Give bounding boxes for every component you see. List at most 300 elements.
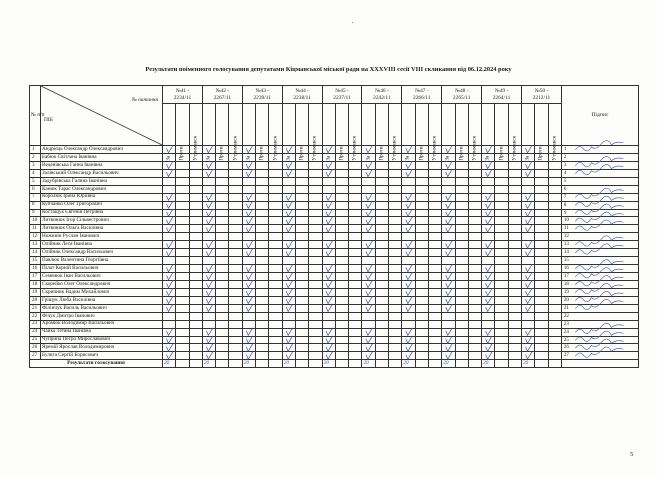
deputy-name: Чуприна Петро Мирославович xyxy=(41,336,163,344)
vote-cell xyxy=(349,352,362,360)
vote-cell xyxy=(535,193,548,201)
vote-cell xyxy=(442,265,455,273)
vote-cell xyxy=(415,280,428,288)
total-for-value: 20 xyxy=(363,360,369,367)
vote-cell xyxy=(269,304,282,312)
vote-cell xyxy=(349,265,362,273)
vote-against-header xyxy=(176,104,189,161)
vote-cell xyxy=(349,336,362,344)
vote-cell xyxy=(282,312,295,320)
vote-cell xyxy=(522,185,535,193)
vote-cell xyxy=(242,273,255,281)
vote-cell xyxy=(282,320,295,328)
vote-cell xyxy=(309,241,322,249)
vote-cell xyxy=(349,296,362,304)
vote-cell xyxy=(295,169,308,177)
deputy-row xyxy=(30,336,639,344)
signature-number: 12 xyxy=(563,234,569,240)
vote-cell xyxy=(402,241,415,249)
vote-cell xyxy=(389,288,402,296)
question-header xyxy=(242,86,282,104)
vote-cell xyxy=(229,296,242,304)
vote-cell xyxy=(495,177,508,185)
vote-cell xyxy=(482,273,495,281)
vote-cell xyxy=(455,257,468,265)
vote-cell xyxy=(508,320,521,328)
vote-cell xyxy=(415,225,428,233)
vote-abstain-header-label: Утримався xyxy=(551,135,558,161)
vote-abstain-header xyxy=(508,104,521,161)
vote-against-header xyxy=(375,104,388,161)
vote-cell xyxy=(389,304,402,312)
vote-cell xyxy=(295,352,308,360)
vote-cell xyxy=(522,344,535,352)
vote-cell xyxy=(495,201,508,209)
vote-cell xyxy=(282,288,295,296)
vote-cell xyxy=(522,312,535,320)
vote-cell xyxy=(522,233,535,241)
vote-cell xyxy=(295,241,308,249)
signature-number: 8 xyxy=(563,202,567,208)
total-for xyxy=(522,360,535,368)
deputy-name: Бабюк Світлана Іванівна xyxy=(41,153,163,161)
vote-cell xyxy=(349,312,362,320)
vote-cell xyxy=(216,217,229,225)
vote-cell xyxy=(189,296,202,304)
vote-cell xyxy=(335,296,348,304)
vote-cell xyxy=(216,312,229,320)
vote-cell xyxy=(256,280,269,288)
vote-cell xyxy=(229,209,242,217)
vote-cell xyxy=(415,328,428,336)
signature-cell xyxy=(561,193,638,201)
vote-cell xyxy=(216,201,229,209)
vote-cell xyxy=(442,320,455,328)
vote-cell xyxy=(522,249,535,257)
vote-cell xyxy=(402,265,415,273)
vote-cell xyxy=(389,280,402,288)
vote-cell xyxy=(269,209,282,217)
vote-cell xyxy=(282,193,295,201)
vote-cell xyxy=(548,288,561,296)
vote-cell xyxy=(455,328,468,336)
vote-cell xyxy=(163,336,176,344)
vote-cell xyxy=(269,233,282,241)
vote-cell xyxy=(455,241,468,249)
row-number: 16 xyxy=(30,265,41,273)
vote-cell xyxy=(482,209,495,217)
vote-cell xyxy=(269,265,282,273)
vote-cell xyxy=(176,304,189,312)
vote-cell xyxy=(242,296,255,304)
vote-cell xyxy=(495,209,508,217)
vote-cell xyxy=(295,273,308,281)
vote-cell xyxy=(468,209,481,217)
vote-cell xyxy=(375,241,388,249)
deputy-row xyxy=(30,185,639,193)
vote-cell xyxy=(189,169,202,177)
vote-cell xyxy=(256,209,269,217)
vote-cell xyxy=(229,193,242,201)
vote-cell xyxy=(548,352,561,360)
vote-abstain-header xyxy=(389,104,402,161)
vote-cell xyxy=(442,241,455,249)
vote-cell xyxy=(229,201,242,209)
row-number: 20 xyxy=(30,296,41,304)
vote-cell xyxy=(508,296,521,304)
deputy-row xyxy=(30,209,639,217)
vote-for-header-label: За xyxy=(524,155,531,161)
signature-number: 25 xyxy=(563,337,569,343)
vote-cell xyxy=(389,201,402,209)
vote-against-header xyxy=(216,104,229,161)
vote-cell xyxy=(522,320,535,328)
vote-cell xyxy=(282,169,295,177)
vote-cell xyxy=(242,241,255,249)
vote-cell xyxy=(455,336,468,344)
vote-cell xyxy=(548,328,561,336)
vote-cell xyxy=(242,320,255,328)
vote-cell xyxy=(163,225,176,233)
vote-cell xyxy=(202,201,215,209)
vote-cell xyxy=(375,209,388,217)
vote-cell xyxy=(415,304,428,312)
vote-cell xyxy=(415,265,428,273)
vote-cell xyxy=(189,352,202,360)
vote-cell xyxy=(482,280,495,288)
vote-abstain-header xyxy=(428,104,441,161)
vote-cell xyxy=(269,296,282,304)
vote-cell xyxy=(349,304,362,312)
vote-against-header-label: Проти xyxy=(338,146,345,161)
page-number: 5 xyxy=(630,451,634,458)
vote-cell xyxy=(322,304,335,312)
vote-cell xyxy=(428,225,441,233)
vote-cell xyxy=(468,304,481,312)
vote-cell xyxy=(428,288,441,296)
vote-cell xyxy=(508,185,521,193)
deputy-name: Гріщук Люба Василівна xyxy=(41,296,163,304)
vote-cell xyxy=(389,217,402,225)
vote-cell xyxy=(282,185,295,193)
total-against xyxy=(295,360,308,368)
vote-cell xyxy=(309,201,322,209)
vote-cell xyxy=(468,312,481,320)
vote-cell xyxy=(242,336,255,344)
vote-cell xyxy=(362,288,375,296)
vote-cell xyxy=(189,273,202,281)
vote-cell xyxy=(335,312,348,320)
vote-cell xyxy=(189,201,202,209)
vote-cell xyxy=(415,336,428,344)
vote-cell xyxy=(468,296,481,304)
vote-cell xyxy=(309,336,322,344)
vote-cell xyxy=(535,241,548,249)
vote-cell xyxy=(229,185,242,193)
vote-cell xyxy=(322,312,335,320)
vote-cell xyxy=(428,336,441,344)
vote-cell xyxy=(482,296,495,304)
speck xyxy=(352,22,353,23)
vote-cell xyxy=(428,344,441,352)
vote-cell xyxy=(428,217,441,225)
vote-cell xyxy=(256,193,269,201)
signature-number: 9 xyxy=(563,210,567,216)
vote-cell xyxy=(256,320,269,328)
vote-cell xyxy=(389,161,402,169)
vote-cell xyxy=(362,352,375,360)
vote-cell xyxy=(309,233,322,241)
signature-cell xyxy=(561,233,638,241)
question-label: №47 - 2266/11 xyxy=(413,87,431,101)
vote-cell xyxy=(375,161,388,169)
vote-cell xyxy=(522,241,535,249)
vote-cell xyxy=(375,201,388,209)
vote-cell xyxy=(415,209,428,217)
vote-cell xyxy=(508,169,521,177)
vote-cell xyxy=(389,241,402,249)
vote-cell xyxy=(322,233,335,241)
vote-cell xyxy=(256,296,269,304)
vote-cell xyxy=(482,336,495,344)
vote-cell xyxy=(362,296,375,304)
total-for-value: 20 xyxy=(283,360,289,367)
vote-cell xyxy=(428,352,441,360)
vote-cell xyxy=(256,241,269,249)
vote-cell xyxy=(389,257,402,265)
vote-cell xyxy=(335,257,348,265)
vote-cell xyxy=(362,273,375,281)
vote-cell xyxy=(389,273,402,281)
vote-cell xyxy=(495,280,508,288)
vote-cell xyxy=(495,273,508,281)
vote-cell xyxy=(202,304,215,312)
vote-cell xyxy=(163,296,176,304)
vote-against-header xyxy=(295,104,308,161)
vote-cell xyxy=(362,304,375,312)
vote-cell xyxy=(442,280,455,288)
vote-cell xyxy=(335,241,348,249)
signature-cell xyxy=(561,288,638,296)
vote-cell xyxy=(176,161,189,169)
vote-cell xyxy=(548,185,561,193)
deputy-name: Андрієць Олександр Олександрович xyxy=(41,146,163,154)
vote-cell xyxy=(189,328,202,336)
vote-for-header xyxy=(282,104,295,161)
deputy-row xyxy=(30,352,639,360)
vote-cell xyxy=(189,209,202,217)
vote-cell xyxy=(402,273,415,281)
question-header xyxy=(202,86,242,104)
vote-cell xyxy=(295,193,308,201)
vote-cell xyxy=(282,201,295,209)
vote-cell xyxy=(349,169,362,177)
vote-cell xyxy=(295,257,308,265)
vote-cell xyxy=(269,217,282,225)
vote-against-header-label: Проти xyxy=(537,146,544,161)
vote-cell xyxy=(202,265,215,273)
vote-cell xyxy=(216,209,229,217)
deputy-row xyxy=(30,344,639,352)
vote-cell xyxy=(468,257,481,265)
vote-cell xyxy=(295,336,308,344)
vote-cell xyxy=(508,161,521,169)
vote-cell xyxy=(548,304,561,312)
signature-number: 3 xyxy=(563,162,567,168)
vote-cell xyxy=(389,336,402,344)
header-signature xyxy=(561,86,638,146)
total-against xyxy=(455,360,468,368)
deputy-name: Задубрівська Галина Іванівна xyxy=(41,177,163,185)
vote-cell xyxy=(349,209,362,217)
vote-cell xyxy=(295,161,308,169)
vote-cell xyxy=(176,185,189,193)
signature-number: 20 xyxy=(563,297,569,303)
vote-cell xyxy=(269,201,282,209)
vote-cell xyxy=(442,177,455,185)
vote-cell xyxy=(242,352,255,360)
page-title: Результати поіменного голосування депутатами Кіцманської міської ради на XXXVIII сесії VIII скликання від 06.12.2024 року xyxy=(145,66,512,73)
vote-cell xyxy=(309,288,322,296)
vote-cell xyxy=(163,185,176,193)
vote-cell xyxy=(242,288,255,296)
vote-cell xyxy=(176,257,189,265)
vote-cell xyxy=(256,328,269,336)
row-number: 9 xyxy=(30,209,41,217)
vote-cell xyxy=(176,344,189,352)
vote-cell xyxy=(522,273,535,281)
vote-cell xyxy=(508,312,521,320)
vote-cell xyxy=(229,273,242,281)
vote-abstain-header-label: Утримався xyxy=(431,135,438,161)
vote-cell xyxy=(495,185,508,193)
vote-cell xyxy=(389,352,402,360)
deputy-name: Скрипник Вадим Михайлович xyxy=(41,288,163,296)
vote-cell xyxy=(163,249,176,257)
vote-cell xyxy=(163,312,176,320)
vote-cell xyxy=(415,288,428,296)
vote-cell xyxy=(269,280,282,288)
vote-cell xyxy=(522,352,535,360)
vote-cell xyxy=(402,217,415,225)
vote-cell xyxy=(535,273,548,281)
vote-cell xyxy=(269,257,282,265)
vote-cell xyxy=(349,257,362,265)
vote-cell xyxy=(309,304,322,312)
vote-cell xyxy=(256,185,269,193)
vote-abstain-header-label: Утримався xyxy=(391,135,398,161)
total-for xyxy=(362,360,375,368)
vote-abstain-header-label: Утримався xyxy=(351,135,358,161)
vote-cell xyxy=(468,280,481,288)
vote-cell xyxy=(508,352,521,360)
vote-cell xyxy=(415,249,428,257)
signature-cell xyxy=(561,265,638,273)
vote-cell xyxy=(282,328,295,336)
vote-cell xyxy=(189,312,202,320)
vote-cell xyxy=(176,320,189,328)
vote-cell xyxy=(269,177,282,185)
deputy-row xyxy=(30,177,639,185)
row-number: 24 xyxy=(30,328,41,336)
vote-cell xyxy=(428,161,441,169)
vote-cell xyxy=(163,169,176,177)
vote-cell xyxy=(189,280,202,288)
vote-cell xyxy=(309,280,322,288)
vote-for-header-label: За xyxy=(325,155,332,161)
vote-cell xyxy=(176,312,189,320)
vote-cell xyxy=(508,177,521,185)
vote-cell xyxy=(282,241,295,249)
vote-cell xyxy=(428,265,441,273)
vote-cell xyxy=(176,201,189,209)
signature-cell xyxy=(561,328,638,336)
deputy-name: Яремій Ярослав Володимирович xyxy=(41,344,163,352)
vote-cell xyxy=(282,177,295,185)
vote-cell xyxy=(495,320,508,328)
row-number: 5 xyxy=(30,177,41,185)
signature-cell xyxy=(561,177,638,185)
vote-cell xyxy=(256,352,269,360)
vote-cell xyxy=(242,265,255,273)
vote-cell xyxy=(322,273,335,281)
total-for xyxy=(402,360,415,368)
vote-cell xyxy=(176,265,189,273)
vote-cell xyxy=(256,249,269,257)
vote-cell xyxy=(428,273,441,281)
vote-cell xyxy=(216,304,229,312)
vote-cell xyxy=(189,225,202,233)
signature-cell xyxy=(561,257,638,265)
vote-cell xyxy=(548,265,561,273)
vote-cell xyxy=(242,257,255,265)
vote-cell xyxy=(229,328,242,336)
vote-cell xyxy=(229,217,242,225)
row-number: 27 xyxy=(30,352,41,360)
vote-cell xyxy=(362,177,375,185)
deputy-name: Пілат Корній Васильович xyxy=(41,265,163,273)
signature-cell xyxy=(561,225,638,233)
vote-cell xyxy=(495,169,508,177)
total-for xyxy=(322,360,335,368)
vote-cell xyxy=(216,233,229,241)
vote-cell xyxy=(229,169,242,177)
vote-cell xyxy=(402,344,415,352)
vote-cell xyxy=(482,249,495,257)
vote-cell xyxy=(468,273,481,281)
vote-cell xyxy=(482,161,495,169)
vote-cell xyxy=(322,161,335,169)
vote-cell xyxy=(535,209,548,217)
vote-cell xyxy=(335,177,348,185)
vote-cell xyxy=(216,336,229,344)
vote-cell xyxy=(282,161,295,169)
header-row-no-label: № п/п xyxy=(31,112,45,119)
vote-cell xyxy=(242,193,255,201)
question-label: №45 - 2237/11 xyxy=(333,87,351,101)
vote-cell xyxy=(216,257,229,265)
vote-abstain-header xyxy=(548,104,561,161)
vote-cell xyxy=(375,169,388,177)
vote-against-header-label: Проти xyxy=(298,146,305,161)
vote-cell xyxy=(362,249,375,257)
signature-number: 4 xyxy=(563,170,567,176)
vote-cell xyxy=(548,177,561,185)
vote-cell xyxy=(442,296,455,304)
vote-cell xyxy=(163,304,176,312)
vote-for-header-label: За xyxy=(165,155,172,161)
vote-cell xyxy=(508,344,521,352)
